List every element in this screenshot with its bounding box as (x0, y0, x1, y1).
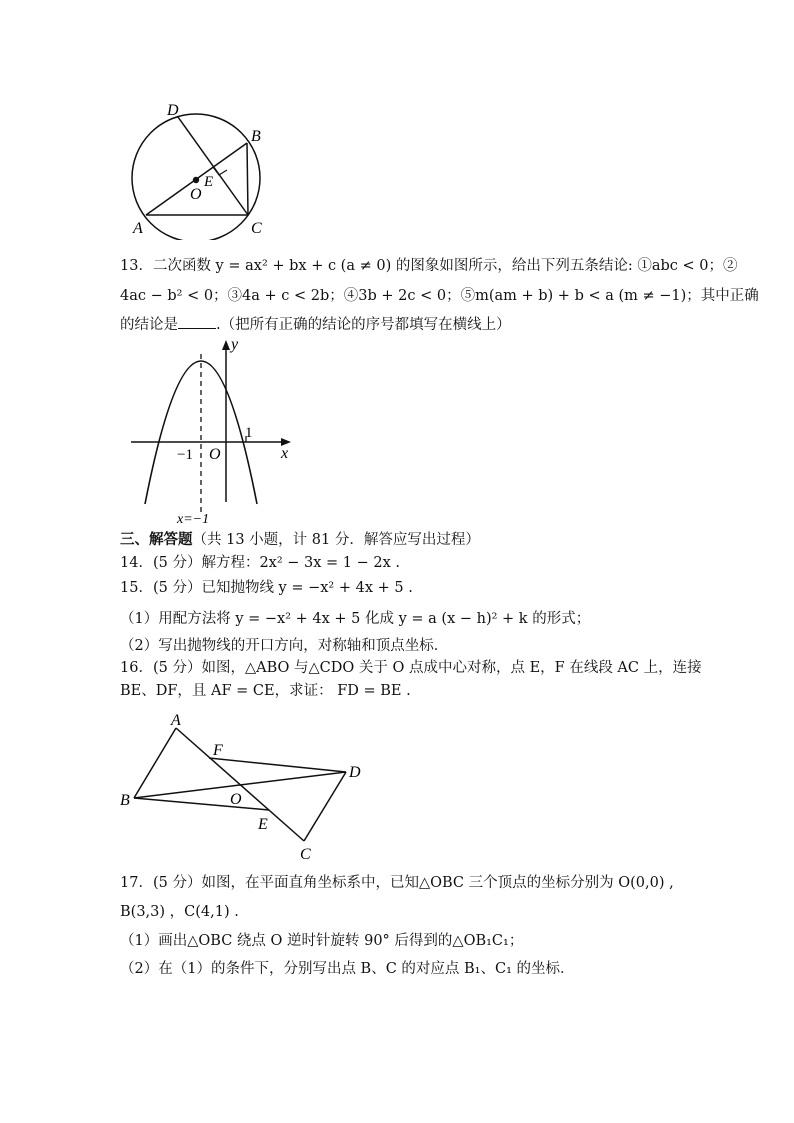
label-symmetry-axis: x=−1 (177, 512, 210, 527)
q17-line-2: B(3,3) ，C(4,1) . (120, 904, 239, 920)
circle-diagram (125, 100, 275, 240)
answer-blank[interactable] (178, 314, 216, 329)
segment-ba (134, 728, 176, 798)
q15-part-1: （1）用配方法将 y = −x² + 4x + 5 化成 y = a (x − h)² + k 的形式； (120, 611, 591, 627)
label-e: E (258, 816, 268, 833)
label-origin: O (209, 446, 221, 463)
q17-part-1: （1）画出△OBC 绕点 O 逆时针旋转 90° 后得到的△OB₁C₁； (120, 933, 524, 949)
label-b: B (120, 792, 130, 809)
label-d: D (349, 764, 361, 781)
q15-part-2: （2）写出抛物线的开口方向，对称轴和顶点坐标． (120, 638, 449, 654)
chord-bc (247, 143, 248, 215)
q13-line-3-pre: 的结论是 (120, 317, 178, 333)
center-point (193, 177, 199, 183)
q13-line-3-post: .（把所有正确的结论的序号都填写在横线上） (216, 317, 511, 333)
label-o: O (190, 186, 202, 203)
triangles-figure (118, 708, 368, 866)
label-f: F (213, 742, 223, 759)
circle-figure (125, 100, 275, 240)
section-3-heading: 三、解答题 (120, 531, 193, 548)
label-o: O (230, 791, 242, 808)
q14-text: 14．(5 分）解方程：2x² − 3x = 1 − 2x . (120, 555, 401, 571)
q17-line-1: 17．(5 分）如图，在平面直角坐标系中，已知△OBC 三个顶点的坐标分别为 O(0,0) , (120, 875, 674, 891)
section-3-detail: （共 13 小题，计 81 分．解答应写出过程） (192, 532, 480, 548)
q15-text: 15．(5 分）已知抛物线 y = −x² + 4x + 5 . (120, 580, 413, 596)
segment-dc (304, 772, 346, 841)
parabola-figure (125, 332, 305, 527)
q16-line-2: BE、DF，且 AF = CE，求证： FD = BE . (120, 683, 411, 699)
label-d: D (167, 102, 179, 119)
parabola-graph (125, 332, 305, 527)
label-c: C (251, 220, 262, 237)
chord-dc (178, 117, 248, 215)
triangles-diagram (118, 708, 368, 866)
section-3-header (120, 530, 480, 550)
label-e: E (204, 174, 214, 190)
label-tick-neg1: −1 (177, 447, 193, 463)
label-c: C (300, 846, 311, 863)
label-x: x (281, 445, 289, 462)
q13-line-1: 13．二次函数 y = ax² + bx + c (a ≠ 0) 的图象如图所示，给出下列五条结论: ①abc < 0；② (120, 258, 738, 274)
segment-fd (209, 758, 346, 772)
label-a: A (171, 712, 181, 729)
q16-line-1: 16．(5 分）如图，△ABO 与△CDO 关于 O 点成中心对称，点 E，F 在线段 AC 上，连接 (120, 660, 702, 676)
label-b: B (251, 128, 261, 145)
label-y: y (231, 336, 239, 353)
segment-be (134, 798, 269, 810)
q13-line-2: 4ac − b² < 0；③4a + c < 2b；④3b + 2c < 0；⑤m(am + b) + b < a (m ≠ −1)；其中正确 (120, 288, 759, 304)
y-axis-arrow (222, 340, 230, 350)
label-a: A (133, 220, 143, 237)
label-tick-1: 1 (245, 425, 253, 441)
q17-part-2: （2）在（1）的条件下，分别写出点 B、C 的对应点 B₁、C₁ 的坐标． (120, 961, 575, 977)
